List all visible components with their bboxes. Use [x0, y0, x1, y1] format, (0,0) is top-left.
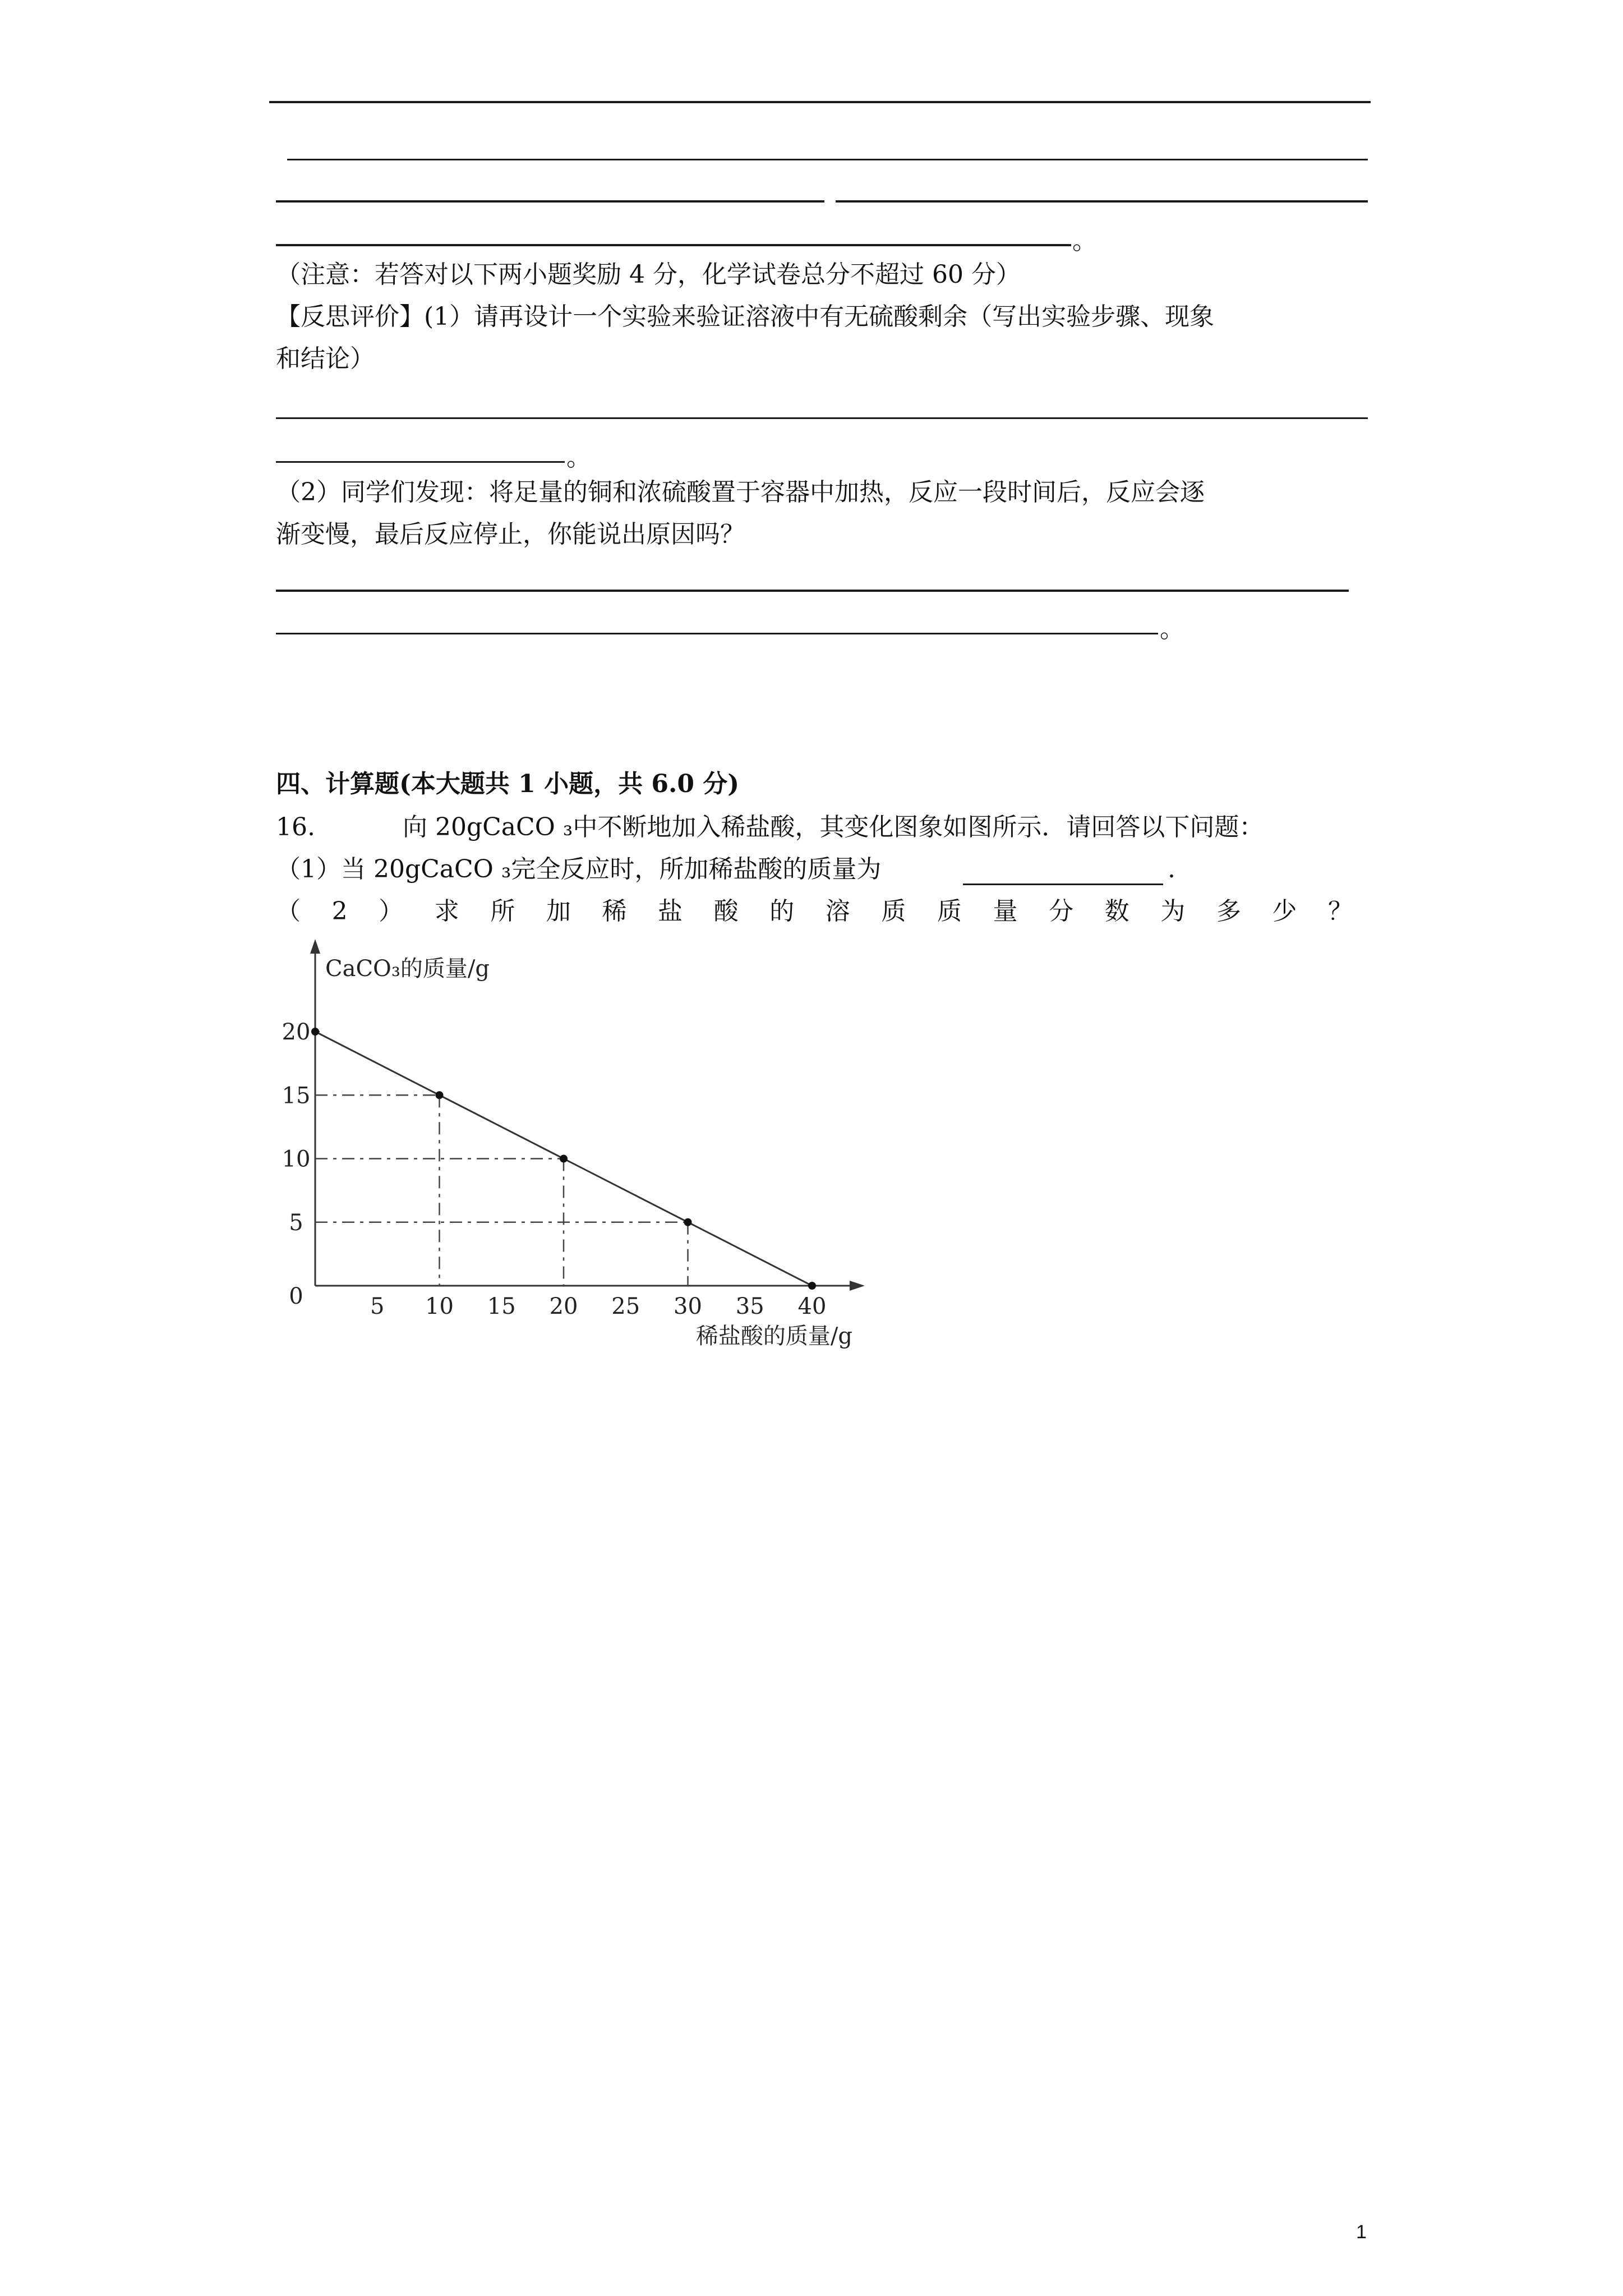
subquestion-2-char: 分 [1049, 897, 1074, 926]
data-point [808, 1282, 816, 1290]
y-tick-label: 0 [289, 1283, 303, 1309]
x-tick-label: 30 [674, 1294, 702, 1319]
x-tick-label: 25 [611, 1294, 640, 1319]
x-axis-label: 稀盐酸的质量/g [695, 1323, 852, 1349]
period-mark: 。 [566, 443, 591, 472]
period-mark: 。 [1160, 615, 1184, 643]
answer-line [276, 417, 1368, 419]
reflect-question-2-cont: 渐变慢，最后反应停止，你能说出原因吗？ [276, 520, 745, 549]
period-mark: 。 [1072, 227, 1097, 255]
y-tick-label: 15 [282, 1083, 311, 1109]
reflect-question-2: （2）同学们发现：将足量的铜和浓硫酸置于容器中加热，反应一段时间后，反应会逐 [276, 478, 1205, 507]
y-axis-arrow [310, 939, 320, 954]
answer-line [287, 159, 1368, 160]
subquestion-2-char: 稀 [602, 897, 627, 926]
answer-line [276, 461, 565, 463]
subquestion-2-char: 多 [1216, 897, 1241, 926]
x-tick-label: 10 [425, 1294, 454, 1319]
subquestion-2-char: 酸 [713, 897, 739, 926]
subquestion-2-char: （ [276, 897, 301, 926]
subquestion-1: （1）当 20gCaCO ₃完全反应时，所加稀盐酸的质量为 [276, 855, 882, 884]
subquestion-2 [276, 896, 1353, 927]
y-tick-label: 5 [289, 1209, 303, 1236]
x-tick-label: 5 [370, 1294, 385, 1319]
subquestion-2-char: 所 [490, 897, 515, 926]
top-rule [269, 101, 1371, 103]
y-axis-label: CaCO₃的质量/g [325, 956, 490, 982]
subquestion-2-char: 溶 [825, 897, 850, 926]
section-heading: 四、计算题(本大题共 1 小题，共 6.0 分) [276, 770, 740, 798]
answer-line [276, 633, 1158, 634]
subquestion-2-char: 数 [1104, 897, 1129, 926]
answer-line [276, 590, 1349, 592]
subquestion-2-char: 2 [331, 897, 348, 926]
subquestion-2-char: 质 [881, 897, 906, 926]
data-point [560, 1155, 568, 1163]
y-tick-label: 10 [282, 1146, 311, 1172]
subquestion-2-char: 的 [769, 897, 795, 926]
bonus-note: （注意：若答对以下两小题奖励 4 分，化学试卷总分不超过 60 分） [276, 260, 1021, 289]
subquestion-2-char: 为 [1160, 897, 1186, 926]
data-point [684, 1218, 692, 1226]
subquestion-1-end: . [1168, 855, 1175, 884]
subquestion-2-char: 盐 [658, 897, 683, 926]
data-point [311, 1028, 319, 1036]
answer-line [276, 244, 1071, 246]
fill-blank [963, 884, 1163, 885]
subquestion-2-char: 加 [546, 897, 571, 926]
subquestion-2-char: 质 [937, 897, 962, 926]
data-point [436, 1091, 444, 1099]
answer-line [276, 200, 824, 203]
reflect-question-1: 【反思评价】(1）请再设计一个实验来验证溶液中有无硫酸剩余（写出实验步骤、现象 [276, 302, 1215, 331]
subquestion-2-char: 求 [434, 897, 459, 926]
page-number: 1 [1356, 2221, 1367, 2243]
x-tick-label: 15 [487, 1294, 516, 1319]
question-text: 向 20gCaCO ₃中不断地加入稀盐酸，其变化图象如图所示．请回答以下问题： [403, 813, 1264, 841]
subquestion-2-char: 量 [993, 897, 1018, 926]
answer-line [836, 200, 1368, 203]
x-tick-label: 35 [735, 1294, 764, 1319]
x-axis-arrow [850, 1281, 865, 1291]
y-tick-label: 20 [282, 1019, 311, 1045]
subquestion-2-char: 少 [1272, 897, 1297, 926]
subquestion-2-char: ） [379, 897, 404, 926]
x-tick-label: 40 [797, 1294, 827, 1319]
caco3-mass-chart [264, 931, 880, 1380]
subquestion-2-char: ？ [1327, 897, 1353, 926]
x-tick-label: 20 [549, 1294, 578, 1319]
reflect-question-1-cont: 和结论） [276, 344, 375, 373]
question-number: 16. [276, 813, 315, 841]
